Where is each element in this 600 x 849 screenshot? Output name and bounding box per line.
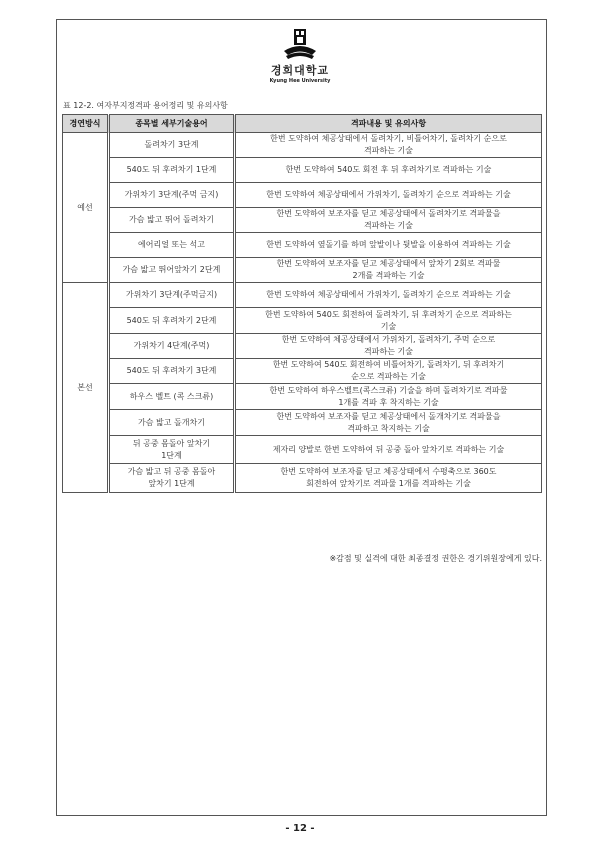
description-line: 한번 도약하여 하우스벨트(콕스크류) 기술을 하며 돌려차기로 격파물 xyxy=(269,385,508,395)
technique-term-cell: 540도 뒤 후려차기 3단계 xyxy=(109,359,235,384)
technique-term-cell: 하우스 벨트 (콕 스크류) xyxy=(109,384,235,410)
technique-term-cell xyxy=(109,436,235,464)
technique-term-cell: 가슴 밟고 뛰어 돌려차기 xyxy=(109,208,235,233)
competition-stage-cell: 예선 xyxy=(63,133,109,283)
logo-name-en: Kyung Hee University xyxy=(269,78,331,84)
footnote: ※감점 및 실격에 대한 최종결정 권한은 경기위원장에게 있다. xyxy=(329,554,542,563)
technique-term-cell: 가위차기 3단계(주먹금지) xyxy=(109,283,235,308)
description-line: 한번 도약하여 체공상태에서 가위차기, 돌려차기 순으로 격파하는 기술 xyxy=(266,290,511,299)
technique-term-cell: 가위차기 4단계(주먹) xyxy=(109,334,235,359)
table-caption: 표 12-2. 여자부지정격파 용어정리 및 유의사항 xyxy=(63,101,228,110)
technique-term-cell: 돌려차기 3단계 xyxy=(109,133,235,158)
description-cell xyxy=(235,158,542,183)
logo-name-ko: 경희대학교 xyxy=(270,64,330,77)
description-cell xyxy=(235,410,542,436)
table-row xyxy=(63,334,542,359)
table-row xyxy=(63,384,542,410)
description-cell xyxy=(235,183,542,208)
technique-term-cell: 540도 뒤 후려차기 2단계 xyxy=(109,308,235,334)
description-cell xyxy=(235,283,542,308)
description-cell xyxy=(235,359,542,384)
description-line: 기술 xyxy=(380,321,397,331)
description-line: 격파하는 기술 xyxy=(364,221,413,230)
table-row xyxy=(63,233,542,258)
university-crest-icon xyxy=(282,27,318,61)
description-cell xyxy=(235,258,542,283)
table-row xyxy=(63,258,542,283)
header-description: 격파내용 및 유의사항 xyxy=(235,115,542,133)
description-line: 한번 도약하여 체공상태에서 돌려차기, 비틀어차기, 돌려차기 순으로 xyxy=(270,134,507,143)
description-line: 격파하고 착지하는 기술 xyxy=(347,423,430,433)
table-row xyxy=(63,133,542,158)
page-number: - 12 - xyxy=(285,823,315,834)
term-line: 1단계 xyxy=(161,450,182,460)
table-row xyxy=(63,158,542,183)
description-line: 한번 도약하여 보조자를 딛고 체공상태에서 수평축으로 360도 xyxy=(280,467,497,476)
header-technique-term: 종목별 세부기술용어 xyxy=(109,115,235,133)
table-header-row xyxy=(63,115,542,133)
technique-term-cell: 가슴 밟고 뛰어앞차기 2단계 xyxy=(109,258,235,283)
table-row xyxy=(63,359,542,384)
description-line: 한번 도약하여 보조자를 딛고 체공상태에서 돌려차기로 격파물을 xyxy=(276,209,501,218)
description-cell xyxy=(235,308,542,334)
header-competition-method: 경연방식 xyxy=(63,115,109,133)
technique-term-cell: 가위차기 3단계(주먹 금지) xyxy=(109,183,235,208)
description-line: 제자리 양발로 한번 도약하여 뒤 공중 돌아 앞차기로 격파하는 기술 xyxy=(272,444,505,454)
description-line: 격파하는 기술 xyxy=(364,347,413,356)
description-line: 격파하는 기술 xyxy=(364,146,413,155)
description-cell xyxy=(235,436,542,464)
description-line: 한번 도약하여 보조자를 딛고 체공상태에서 앞차기 2회로 격파물 xyxy=(276,259,501,268)
term-line: 앞차기 1단계 xyxy=(148,479,195,488)
description-line: 순으로 격파하는 기술 xyxy=(351,372,426,381)
competition-stage-cell: 본선 xyxy=(63,283,109,493)
description-cell xyxy=(235,464,542,493)
university-logo xyxy=(268,27,332,89)
description-line: 한번 도약하여 체공상태에서 가위차기, 돌려차기 순으로 격파하는 기술 xyxy=(266,190,511,199)
description-cell xyxy=(235,208,542,233)
table-row xyxy=(63,183,542,208)
term-line: 가슴 밟고 뒤 공중 몸돌아 xyxy=(127,467,216,476)
technique-term-cell xyxy=(109,464,235,493)
table-row xyxy=(63,308,542,334)
terms-table xyxy=(62,114,542,493)
table-row xyxy=(63,283,542,308)
technique-term-cell: 에어리얼 또는 석고 xyxy=(109,233,235,258)
description-cell xyxy=(235,384,542,410)
description-cell xyxy=(235,334,542,359)
description-line: 한번 도약하여 540도 회전 후 뒤 후려차기로 격파하는 기술 xyxy=(285,165,492,174)
term-line: 뒤 공중 몸돌아 앞차기 xyxy=(132,438,211,448)
description-line: 한번 도약하여 체공상태에서 가위차기, 돌려차기, 주먹 순으로 xyxy=(281,335,496,344)
table-row xyxy=(63,208,542,233)
description-cell xyxy=(235,233,542,258)
technique-term-cell: 가슴 밟고 돌개차기 xyxy=(109,410,235,436)
technique-term-cell: 540도 뒤 후려차기 1단계 xyxy=(109,158,235,183)
description-line: 한번 도약하여 보조자를 딛고 체공상태에서 돌개차기로 격파물을 xyxy=(276,411,501,421)
table-row xyxy=(63,436,542,464)
description-line: 1개를 격파 후 착지하는 기술 xyxy=(338,397,439,407)
description-line: 한번 도약하여 540도 회전하여 돌려차기, 뒤 후려차기 순으로 격파하는 xyxy=(265,309,512,319)
description-cell xyxy=(235,133,542,158)
table-row xyxy=(63,464,542,493)
description-line: 2개를 격파하는 기술 xyxy=(352,271,425,280)
description-line: 한번 도약하여 540도 회전하여 비틀어차기, 돌려차기, 뒤 후려차기 xyxy=(272,360,505,369)
description-line: 회전하여 앞차기로 격파물 1개를 격파하는 기술 xyxy=(306,479,471,488)
table-row xyxy=(63,410,542,436)
description-line: 한번 도약하여 옆돌기를 하며 앞발이나 뒷발을 이용하여 격파하는 기술 xyxy=(266,240,511,249)
